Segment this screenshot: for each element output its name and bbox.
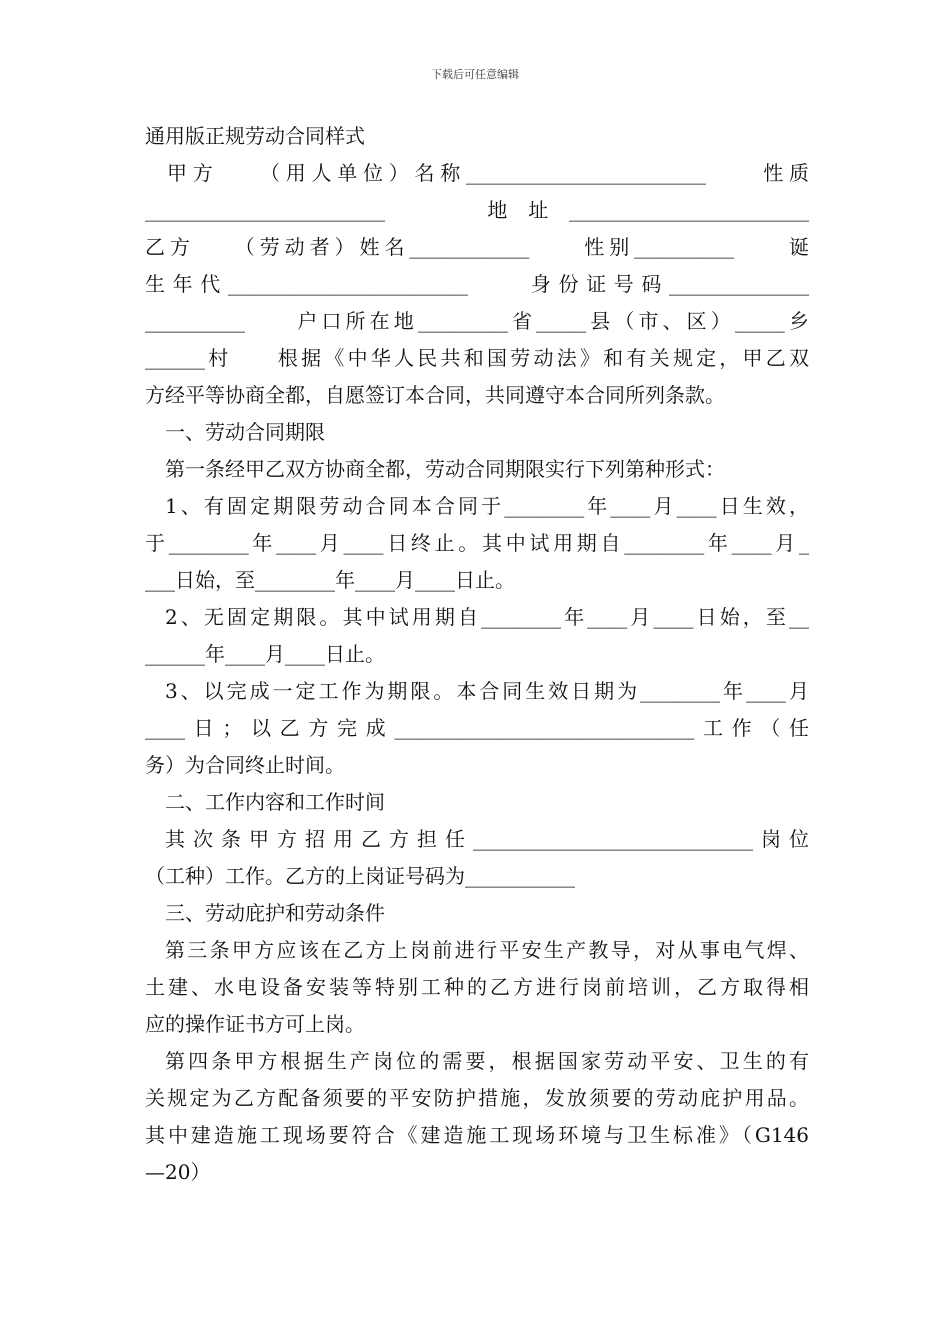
birth-id-line: 生年代________________________ 身份证号码______________	[145, 272, 809, 296]
preamble-line-2: 方经平等协商全都，自愿签订本合同，共同遵守本合同所列条款。	[145, 383, 725, 407]
party-b-line: 乙方 （劳动者）姓名____________ 性别__________ 诞	[145, 235, 809, 259]
term-option-1-line-1: 1、有固定期限劳动合同本合同于________年____月____日生效，	[165, 494, 809, 518]
household-line: __________ 户口所在地_________省_____县（市、区）_____乡	[145, 309, 809, 333]
contract-body	[145, 118, 809, 1191]
article-2-line-1: 其次条甲方招用乙方担任____________________________岗位	[165, 827, 809, 851]
article-1: 第一条经甲乙双方协商全都，劳动合同期限实行下列第种形式：	[165, 457, 725, 481]
term-option-3-line-2: ____日；以乙方完成______________________________工作（任	[145, 716, 809, 740]
term-option-3-line-1: 3、以完成一定工作为期限。本合同生效日期为________年____月	[165, 679, 809, 703]
term-option-2-line-1: 2、无固定期限。其中试用期自________年____月____日始，至__	[165, 605, 809, 629]
term-option-2-line-2: ______年____月____日止。	[145, 642, 385, 666]
section-heading-protection: 三、劳动庇护和劳动条件	[165, 901, 385, 925]
article-3-line-3: 应的操作证书方可上岗。	[145, 1012, 365, 1036]
term-option-1-line-3: ___日始，至________年____月____日止。	[145, 568, 515, 592]
preamble-line-1: ______村 根据《中华人民共和国劳动法》和有关规定，甲乙双	[145, 346, 809, 370]
party-a-line: 甲方 （用人单位）名称________________________ 性质	[167, 161, 809, 185]
section-heading-work: 二、工作内容和工作时间	[165, 790, 385, 814]
article-3-line-2: 土建、水电设备安装等特别工种的乙方进行岗前培训，乙方取得相	[145, 975, 809, 999]
article-2-line-2: （工种）工作。乙方的上岗证号码为___________	[145, 864, 575, 888]
article-3-line-1: 第三条甲方应该在乙方上岗前进行平安生产教导，对从事电气焊、	[165, 938, 809, 962]
party-a-address-line: ________________________ 地址________________________	[145, 198, 809, 222]
document-title: 通用版正规劳动合同样式	[145, 124, 365, 148]
article-4-line-1: 第四条甲方根据生产岗位的需要，根据国家劳动平安、卫生的有	[165, 1049, 809, 1073]
article-4-line-3: 其中建造施工现场要符合《建造施工现场环境与卫生标准》（G146	[145, 1123, 809, 1147]
section-heading-term: 一、劳动合同期限	[165, 420, 325, 444]
page-header-note: 下载后可任意编辑	[431, 68, 519, 81]
article-4-line-4: —20）	[145, 1160, 211, 1184]
term-option-3-line-3: 务）为合同终止时间。	[145, 753, 345, 777]
term-option-1-line-2: 于________年____月____日终止。其中试用期自________年____月_	[145, 531, 809, 555]
article-4-line-2: 关规定为乙方配备须要的平安防护措施，发放须要的劳动庇护用品。	[145, 1086, 809, 1110]
